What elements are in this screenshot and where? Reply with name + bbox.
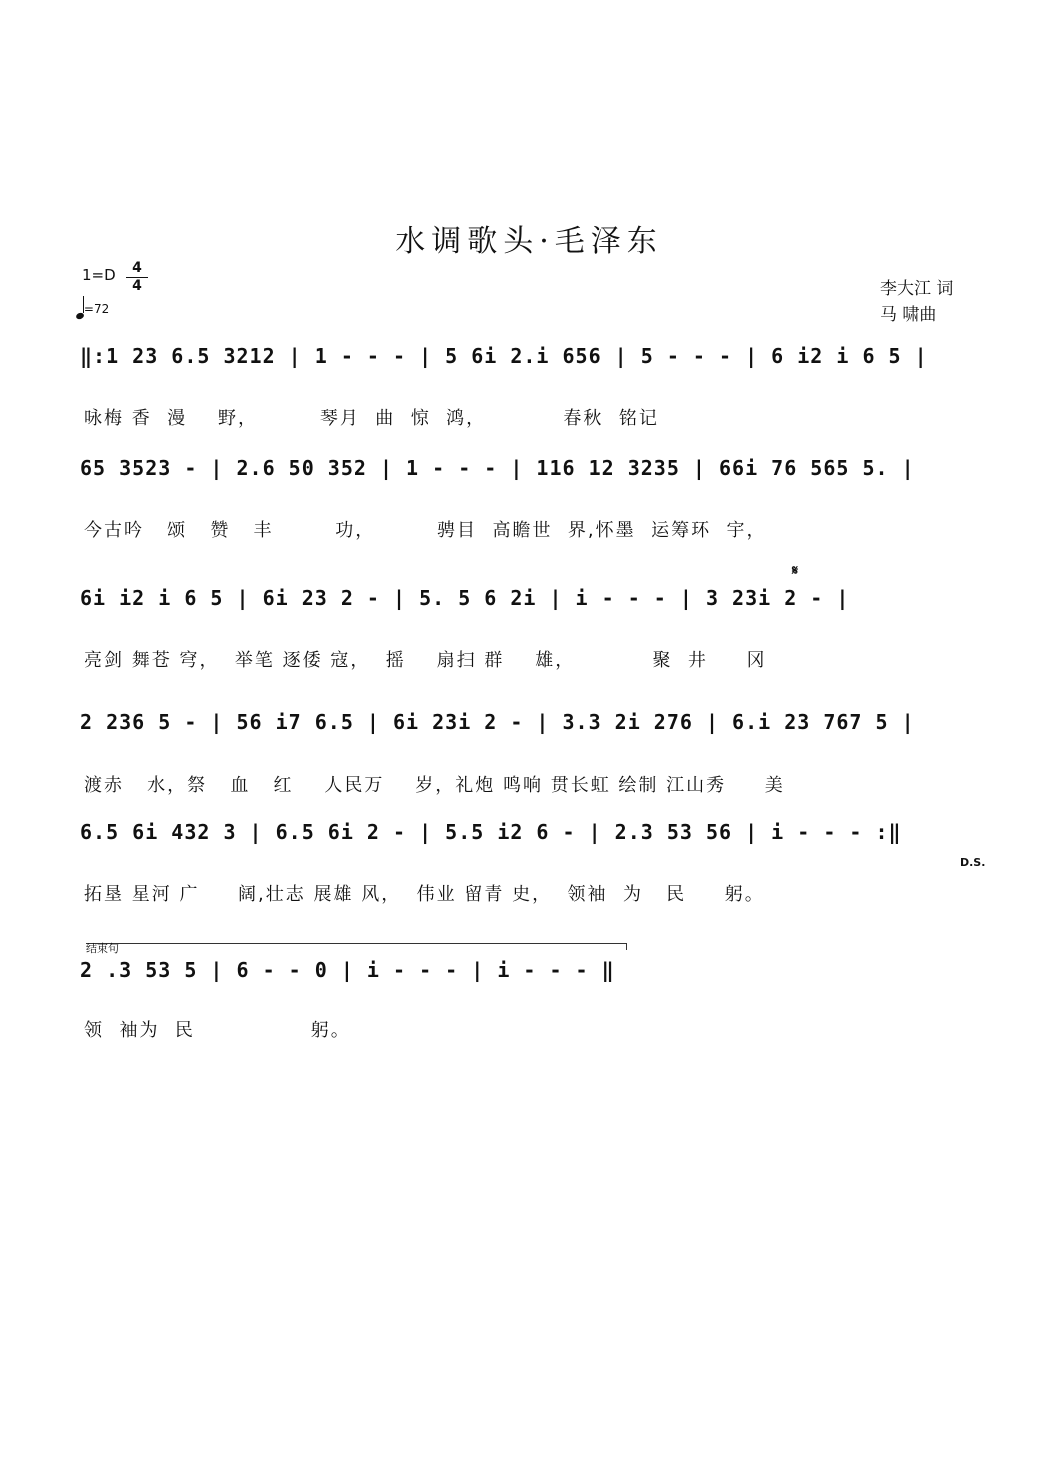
quarter-note-icon	[75, 312, 85, 320]
staff-row-5	[80, 820, 984, 856]
staff-row-1	[80, 344, 984, 380]
lyricist-credit: 李大江 词	[880, 279, 954, 299]
lyrics-line: 领 袖为 民 躬。	[84, 1020, 351, 1041]
lyrics-line: 渡赤 水，祭 血 红 人民万 岁，礼炮 鸣响 贯长虹 绘制 江山秀 美	[84, 775, 785, 796]
notation-line: 2 .3 53 5 | 6 - - 0 | i - - - | i - - - ‖	[80, 958, 615, 982]
time-signature-top: 4	[132, 260, 142, 276]
key-signature: 1=D	[82, 266, 116, 284]
segno-mark: 𝄋	[792, 563, 799, 579]
notation-line: 65 3523 - | 2.6 50 352 | 1 - - - | 116 12 3235 | 66i 76 565 5. |	[80, 456, 915, 480]
time-signature-bottom: 4	[132, 278, 142, 294]
staff-row-2	[80, 456, 984, 492]
staff-row-4	[80, 710, 984, 746]
tempo-mark	[76, 296, 109, 319]
notation-line: 6i i2 i 6 5 | 6i 23 2 - | 5. 5 6 2i | i - - - | 3 23i 2 - |	[80, 586, 850, 610]
tempo-value: =72	[83, 302, 110, 316]
ds-mark: D.S.	[960, 856, 986, 869]
time-signature	[126, 261, 148, 294]
lyrics-line: 亮剑 舞苍 穹， 举笔 逐倭 寇， 摇 扇扫 群 雄， 聚 井 冈	[84, 650, 767, 671]
staff-row-coda	[80, 958, 984, 994]
notation-line: 2 236 5 - | 56 i7 6.5 | 6i 23i 2 - | 3.3 2i 276 | 6.i 23 767 5 |	[80, 710, 915, 734]
composer-credit: 马 啸曲	[880, 305, 937, 325]
song-title: 水调歌头·毛泽东	[395, 224, 663, 259]
notation-line: ‖:1 23 6.5 3212 | 1 - - - | 5 6i 2.i 656 | 5 - - - | 6 i2 i 6 5 |	[80, 344, 928, 368]
notation-line: 6.5 6i 432 3 | 6.5 6i 2 - | 5.5 i2 6 - | 2.3 53 56 | i - - - :‖	[80, 820, 902, 844]
lyrics-line: 咏梅 香 漫 野， 琴月 曲 惊 鸿， 春秋 铭记	[84, 408, 659, 429]
coda-bracket	[86, 943, 627, 950]
lyrics-line: 今古吟 颂 赞 丰 功， 骋目 高瞻世 界,怀墨 运筹环 宇，	[84, 520, 767, 541]
staff-row-3	[80, 586, 984, 622]
coda-label: 结束句	[86, 942, 119, 955]
lyrics-line: 拓垦 星河 广 阔,壮志 展雄 风， 伟业 留青 史， 领袖 为 民 躬。	[84, 884, 765, 905]
